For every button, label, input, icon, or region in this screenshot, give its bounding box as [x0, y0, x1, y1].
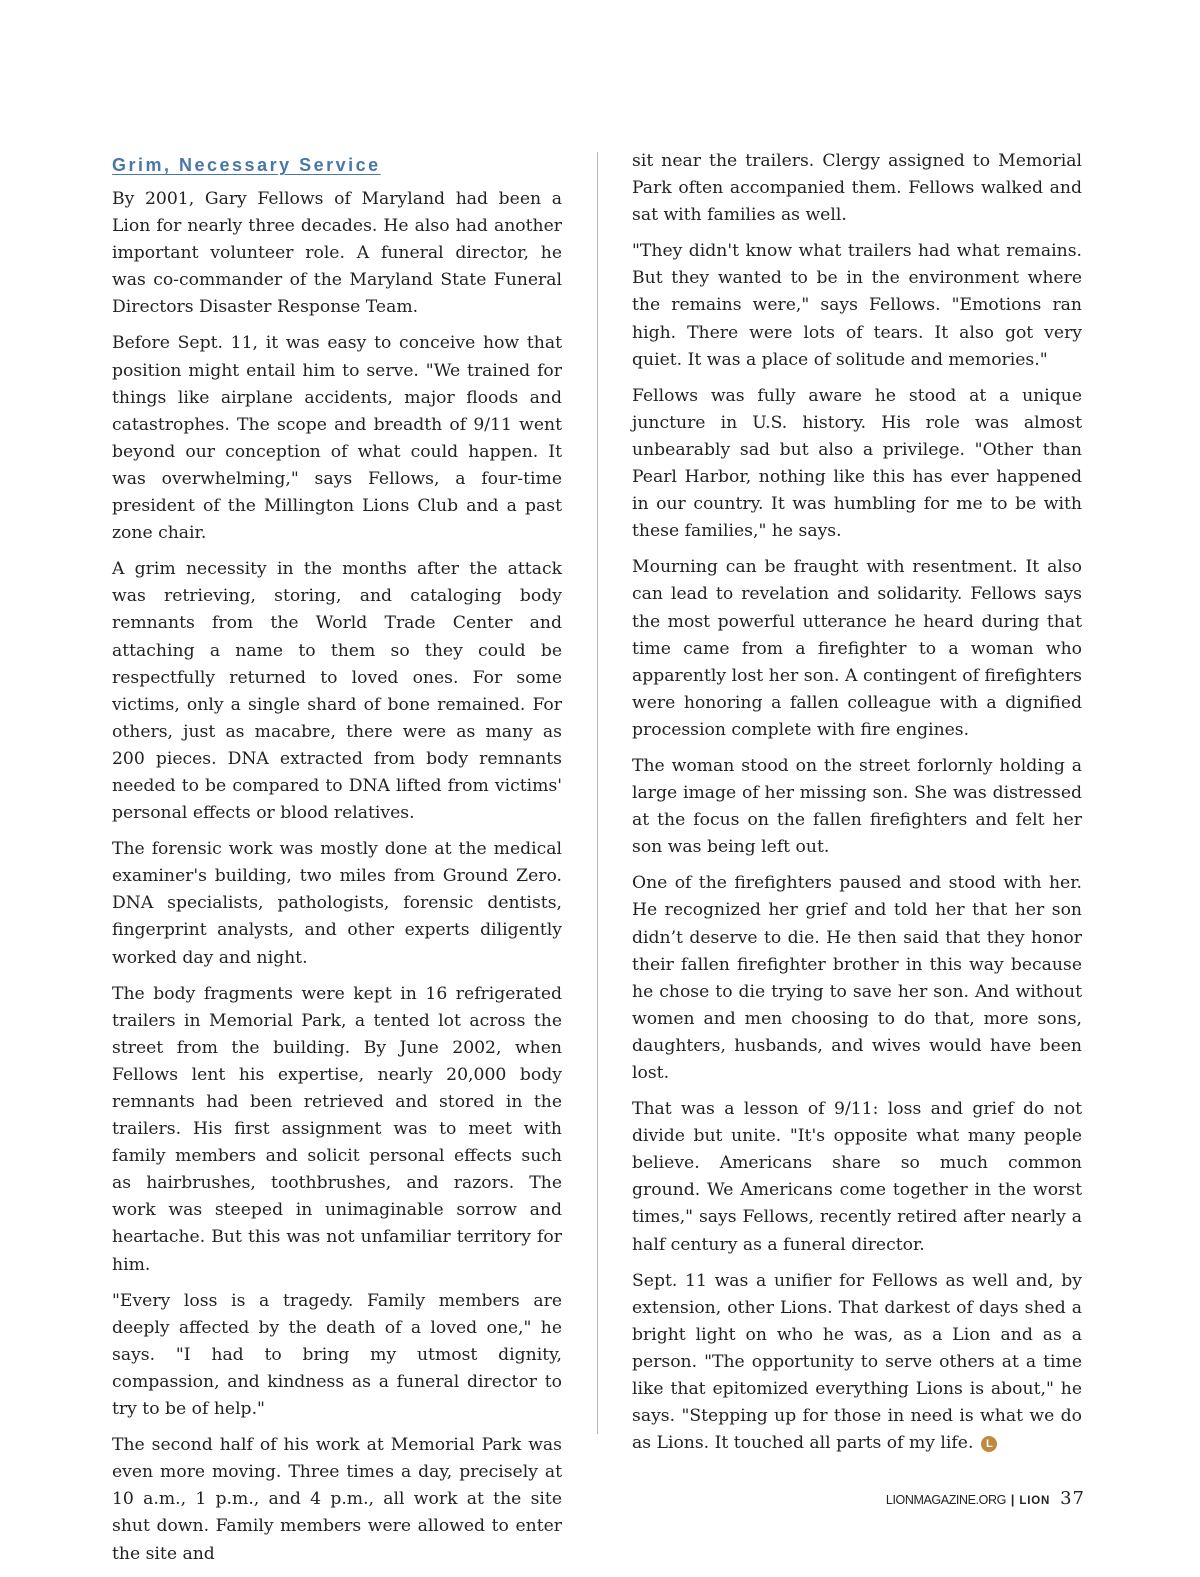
paragraph: Mourning can be fraught with resentment. It also can lead to revelation and solidarity. Fellows says the most powerful utterance he heard during that time came from a firefighter to a woman who apparently lost her son. A contingent of firefighters were honoring a fallen colleague with a dignified procession complete with fire engines. — [632, 557, 1082, 740]
paragraph: The second half of his work at Memorial Park was even more moving. Three times a day, precisely at 10 a.m., 1 p.m., and 4 p.m., all work at the site shut down. Family members were allowed to enter the site and — [112, 1435, 562, 1564]
section-heading: Grim, Necessary Service — [112, 155, 381, 175]
paragraph: By 2001, Gary Fellows of Maryland had been a Lion for nearly three decades. He also had another important volunteer role. A funeral director, he was co-commander of the Maryland State Funeral Directors Disaster Response Team. — [112, 189, 562, 318]
paragraph: "Every loss is a tragedy. Family members are deeply affected by the death of a loved one," he says. "I had to bring my utmost dignity, compassion, and kindness as a funeral director to try to be of help." — [112, 1290, 562, 1420]
footer-website: LIONMAGAZINE.ORG — [885, 1493, 1006, 1507]
paragraph: Fellows was fully aware he stood at a unique juncture in U.S. history. His role was almost unbearably sad but also a privilege. "Other than Pearl Harbor, nothing like this has ever happened in our country. It was humbling for me to be with these families," he says. — [632, 385, 1082, 542]
article-right-column — [632, 148, 1082, 1466]
paragraph: The woman stood on the street forlornly holding a large image of her missing son. She was distressed at the focus on the fallen firefighters and felt her son was being left out. — [632, 755, 1082, 858]
paragraph: One of the firefighters paused and stood with her. He recognized her grief and told her that her son didn’t deserve to die. He then said that they honor their fallen firefighter brother in this way because he chose to die trying to save her son. And without women and men choosing to do that, more sons, daughters, husbands, and wives would have been lost. — [632, 873, 1082, 1083]
paragraph: A grim necessity in the months after the attack was retrieving, storing, and cataloging body remnants from the World Trade Center and attaching a name to them so they could be respectfully returned to loved ones. For some victims, only a single shard of bone remained. For others, just as macabre, there were as many as 200 pieces. DNA extracted from body remnants needed to be compared to DNA lifted from victims' personal effects or blood relatives. — [112, 559, 562, 824]
final-paragraph-text: Sept. 11 was a unifier for Fellows as well and, by extension, other Lions. That darkest of days shed a bright light on who he was, as a Lion and as a person. "The opportunity to serve others at a time like that epitomized everything Lions is about," he says. "Stepping up for those in need is what we do as Lions. It touched all parts of my life. — [632, 1270, 1082, 1454]
paragraph: The body fragments were kept in 16 refrigerated trailers in Memorial Park, a tented lot across the street from the building. By June 2002, when Fellows lent his expertise, nearly 20,000 body remnants had been retrieved and stored in the trailers. His first assignment was to meet with family members and solicit personal effects such as hairbrushes, toothbrushes, and razors. The work was steeped in unimaginable sorrow and heartache. But this was not unfamiliar territory for him. — [112, 983, 562, 1275]
article-left-column — [112, 148, 562, 1577]
footer-separator: | — [1010, 1493, 1015, 1507]
lion-end-mark-icon: L — [981, 1436, 997, 1452]
paragraph: That was a lesson of 9/11: loss and grief do not divide but unite. "It's opposite what many people believe. Americans share so much common ground. We Americans come together in the worst times," says Fellows, recently retired after nearly a half century as a funeral director. — [632, 1099, 1082, 1255]
column-divider — [597, 152, 598, 1434]
paragraph: Before Sept. 11, it was easy to conceive how that position might entail him to serve. "We trained for things like airplane accidents, major floods and catastrophes. The scope and breadth of 9/11 went beyond our conception of what could happen. It was overwhelming," says Fellows, a four-time president of the Millington Lions Club and a past zone chair. — [112, 333, 562, 544]
paragraph: "They didn't know what trailers had what remains. But they wanted to be in the environment where the remains were," says Fellows. "Emotions ran high. There were lots of tears. It also got very quiet. It was a place of solitude and memories." — [632, 241, 1082, 370]
footer-magazine-name: LION — [1019, 1495, 1051, 1507]
paragraph: The forensic work was mostly done at the medical examiner's building, two miles from Ground Zero. DNA specialists, pathologists, forensic dentists, fingerprint analysts, and other experts diligently worked day and night. — [112, 839, 562, 968]
paragraph: sit near the trailers. Clergy assigned to Memorial Park often accompanied them. Fellows walked and sat with families as well. — [632, 151, 1082, 226]
final-paragraph — [632, 1268, 1082, 1458]
page-number: 37 — [1060, 1488, 1085, 1509]
page-footer — [886, 1488, 1085, 1509]
